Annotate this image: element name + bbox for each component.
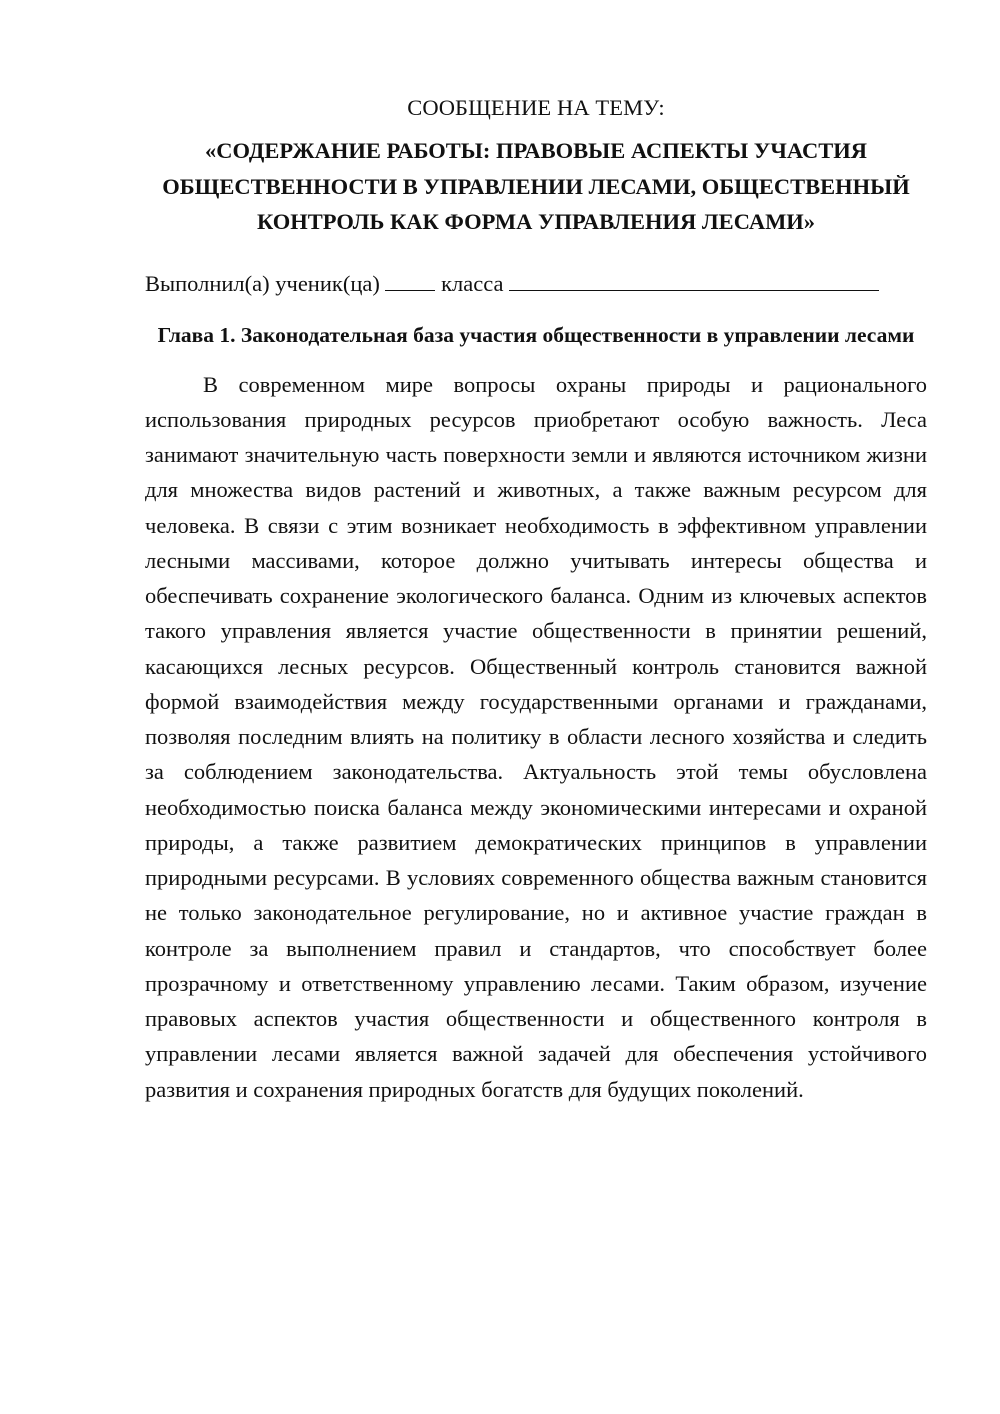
- document-header: СООБЩЕНИЕ НА ТЕМУ:: [407, 95, 665, 120]
- chapter-title: Глава 1. Законодательная база участия общественности в управлении лесами: [157, 322, 915, 347]
- author-line: [145, 269, 927, 299]
- author-prefix: Выполнил(а) ученик(ца): [145, 270, 380, 296]
- document-title: «СОДЕРЖАНИЕ РАБОТЫ: ПРАВОВЫЕ АСПЕКТЫ УЧАСТИЯ ОБЩЕСТВЕННОСТИ В УПРАВЛЕНИИ ЛЕСАМИ, ОБЩЕСТВЕННЫЙ КОНТРОЛЬ КАК ФОРМА УПРАВЛЕНИЯ ЛЕСАМИ»: [162, 138, 910, 234]
- author-class-label: класса: [441, 270, 504, 296]
- author-name-blank: [509, 270, 879, 291]
- body-paragraph: В современном мире вопросы охраны природы и рационального использования природных ресурсов приобретают особую важность. Леса занимают значительную часть поверхности земли и являются источником жизни для множества видов растений и животных, а также важным ресурсом для человека. В связи с этим возникает необходимость в эффективном управлении лесными массивами, которое должно учитывать интересы общества и обеспечивать сохранение экологического баланса. Одним из ключевых аспектов такого управления является участие общественности в принятии решений, касающихся лесных ресурсов. Общественный контроль становится важной формой взаимодействия между государственными органами и гражданами, позволяя последним влиять на политику в области лесного хозяйства и следить за соблюдением законодательства. Актуальность этой темы обусловлена необходимостью поиска баланса между экономическими интересами и охраной природы, а также развитием демократических принципов в управлении природными ресурсами. В условиях современного общества важным становится не только законодательное регулирование, но и активное участие граждан в контроле за выполнением правил и стандартов, что способствует более прозрачному и ответственному управлению лесами. Таким образом, изучение правовых аспектов участия общественности и общественного контроля в управлении лесами является важной задачей для обеспечения устойчивого развития и сохранения природных богатств для будущих поколений.: [145, 371, 927, 1102]
- document-content: [145, 93, 927, 1107]
- class-number-blank: [385, 270, 435, 291]
